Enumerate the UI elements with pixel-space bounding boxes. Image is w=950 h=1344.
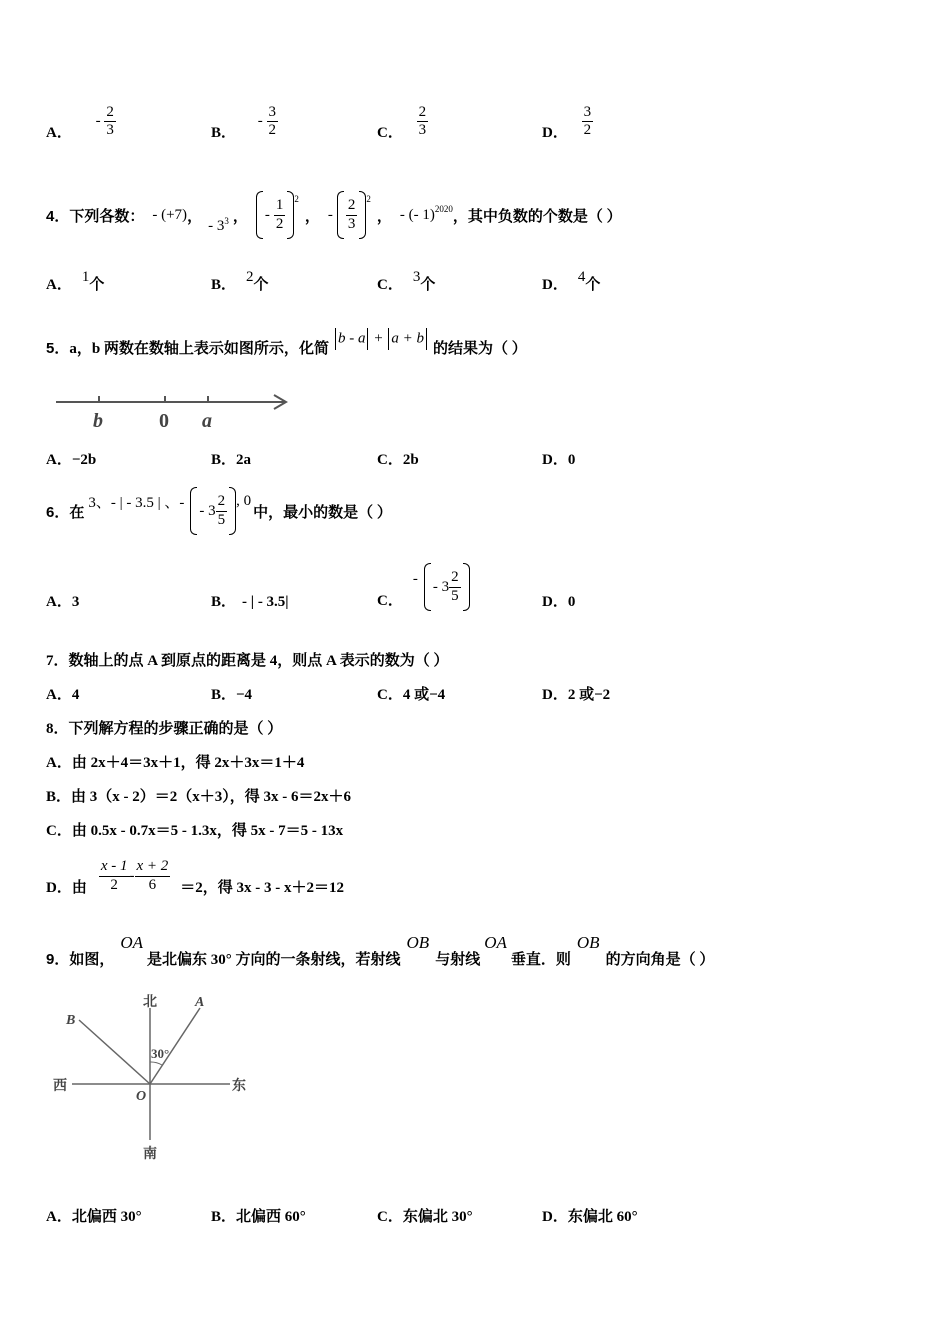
q5-axis-label-0: 0 (159, 410, 169, 432)
q4-stem (46, 190, 622, 240)
q8-option-d-tail: ＝2，得 3x - 3 - x＋2＝12 (180, 879, 345, 896)
q3-option-d[interactable] (542, 104, 593, 140)
q9-north-label: 北 (143, 994, 157, 1010)
q5-option-b-text: 2a (236, 452, 252, 468)
q6-paren-right (229, 487, 236, 535)
q5-option-a[interactable] (46, 448, 96, 469)
q9-mid3: 垂直．则 (510, 952, 571, 968)
q4-option-a[interactable] (46, 269, 105, 294)
q4-item4-fraction (346, 197, 358, 233)
q9-south-label: 南 (143, 1146, 157, 1162)
q5-lead: a，b 两数在数轴上表示如图所示，化简 (69, 340, 329, 357)
q8-option-d-denominator1: 2 (110, 876, 118, 893)
q4-option-a-unit: 个 (89, 277, 105, 293)
q6-number: 6． (46, 503, 70, 521)
q4-item5: - (- 1) (399, 206, 435, 223)
q4-item3-exp: 2 (294, 194, 299, 204)
q8-option-d-minus: - (129, 867, 135, 884)
q3-option-c-numerator: 2 (417, 104, 429, 122)
q9-ray-oa: OA (120, 933, 144, 952)
q3-option-b-denominator: 2 (268, 122, 277, 139)
q5-stem (46, 330, 527, 364)
q4-option-b-label: B． (211, 277, 237, 293)
q4-option-c-label: C． (377, 277, 403, 293)
q9-tail: 的方向角是（ ） (605, 952, 715, 968)
q4-item5-exp: 2020 (434, 204, 453, 214)
q5-option-b[interactable] (211, 448, 251, 469)
q6-option-a-label: A． (46, 594, 72, 610)
q5-tail: 的结果为（ ） (433, 340, 527, 357)
q3-option-c-label: C． (377, 125, 403, 142)
q9-compass-diagram (50, 990, 260, 1162)
q4-option-d-label: D． (542, 277, 568, 293)
q3-option-b-label: B． (211, 125, 237, 142)
q8-option-d-label: D．由 (46, 879, 87, 896)
q9-west-label: 西 (53, 1078, 67, 1094)
q6-option-a[interactable] (46, 590, 79, 611)
q4-number: 4． (46, 207, 70, 225)
q6-option-d-label: D． (542, 594, 568, 610)
q3-option-d-numerator: 3 (582, 104, 594, 122)
q9-option-c[interactable]: C．东偏北 30° (377, 1209, 473, 1225)
q3-option-a[interactable] (46, 104, 116, 140)
q6-option-d-text: 0 (567, 594, 576, 610)
q9-mid1: 是北偏东 30° 方向的一条射线，若射线 (147, 952, 401, 968)
q9-option-a[interactable]: A．北偏西 30° (46, 1209, 142, 1225)
q4-option-d-unit: 个 (585, 277, 601, 293)
q6-tail: 中，最小的数是（ ） (253, 504, 392, 521)
q4-item3-fraction (274, 197, 286, 233)
q4-item4-sign: - (327, 206, 333, 223)
q6-option-a-text: 3 (71, 594, 80, 610)
q4-sep3: ， (304, 208, 320, 225)
q3-option-b[interactable] (211, 104, 278, 140)
q5-number-line (52, 385, 297, 435)
q5-option-d[interactable] (542, 448, 575, 469)
q8-option-d-numerator2: x + 2 (135, 858, 171, 876)
q6-inner: - 3 (199, 502, 216, 519)
q3-option-d-label: D． (542, 125, 568, 142)
q6-stem (46, 483, 392, 539)
q4-option-c-value: 3 (412, 269, 421, 285)
q3-option-d-fraction (582, 104, 594, 140)
q4-item3-sign: - (264, 206, 270, 223)
q6-paren-left (190, 487, 197, 535)
q8-option-a[interactable]: A．由 2x＋4＝3x＋1，得 2x＋3x＝1＋4 (46, 755, 305, 771)
q6-option-b-label: B． (211, 594, 237, 610)
q8-option-b[interactable]: B．由 3（x - 2）＝2（x＋3），得 3x - 6＝2x＋6 (46, 789, 351, 805)
q6-option-c-inner: - 3 (432, 578, 450, 595)
q8-option-d-numerator1: x - 1 (99, 858, 130, 876)
q8-option-c[interactable]: C．由 0.5x - 0.7x＝5 - 1.3x，得 5x - 7＝5 - 13x (46, 823, 344, 839)
q5-expr2: a + b (391, 330, 425, 347)
q7-stem: 7．数轴上的点 A 到原点的距离是 4，则点 A 表示的数为（ ） (46, 653, 449, 669)
q4-sep1: ， (187, 208, 203, 225)
q4-option-d[interactable] (542, 269, 601, 294)
q9-ray-oa-2: OA (484, 933, 507, 952)
q5-option-c-text: 2b (402, 452, 419, 468)
q5-option-c-label: C． (377, 452, 403, 468)
q3-option-a-denominator: 3 (106, 122, 114, 139)
q4-option-b-value: 2 (246, 269, 254, 285)
q4-item3-paren-right (287, 191, 294, 239)
q4-item3-numerator: 1 (274, 197, 286, 215)
q4-item4-paren-right (359, 191, 366, 239)
q6-denominator: 5 (217, 511, 226, 528)
q4-item3-denominator: 2 (275, 215, 284, 232)
q5-abs-bar (335, 328, 336, 350)
q3-option-d-denominator: 2 (583, 122, 592, 139)
q6-option-c[interactable] (377, 563, 470, 611)
q5-option-a-label: A． (46, 452, 72, 468)
q9-ray-ob-line (79, 1020, 150, 1084)
q8-stem: 8．下列解方程的步骤正确的是（ ） (46, 721, 283, 737)
q4-option-b[interactable] (211, 269, 269, 294)
q4-item4-numerator: 2 (346, 197, 358, 215)
q8-option-d[interactable] (46, 852, 344, 900)
q9-option-d[interactable]: D．东偏北 60° (542, 1209, 638, 1225)
q3-option-a-fraction (104, 104, 116, 140)
q5-expression (333, 328, 429, 350)
q5-axis-label-b: b (93, 410, 103, 432)
q6-option-c-paren-right (463, 563, 470, 611)
q6-option-c-denominator: 5 (451, 587, 459, 604)
q4-item4-exp: 2 (366, 194, 371, 204)
q5-option-c[interactable] (377, 448, 419, 469)
q6-option-c-fraction (449, 569, 461, 605)
q8-option-d-fraction2 (135, 858, 171, 894)
q9-ray-ob-2: OB (576, 933, 600, 952)
q8-option-d-denominator2: 6 (148, 876, 157, 893)
q4-sep2: ， (232, 208, 248, 225)
q4-lead: 下列各数： (69, 208, 145, 225)
q7-option-d[interactable]: D．2 或−2 (542, 687, 611, 703)
q5-plus: + (374, 330, 383, 347)
q5-option-a-text: −2b (71, 452, 97, 468)
q5-number: 5． (46, 339, 70, 357)
q6-option-c-numerator: 2 (449, 569, 461, 587)
q3-option-b-fraction (267, 104, 279, 140)
q4-tail: ，其中负数的个数是（ ） (452, 208, 622, 225)
q9-angle-arc-icon (150, 1062, 162, 1065)
q3-option-a-label: A． (46, 125, 72, 142)
q7-option-b[interactable]: B．−4 (211, 687, 253, 703)
q3-option-c-fraction (417, 104, 429, 140)
q4-option-a-label: A． (46, 277, 72, 293)
q4-item4-paren-left (337, 191, 344, 239)
q6-numerator: 2 (216, 493, 228, 511)
q8-option-d-fraction1 (99, 858, 130, 894)
q6-list-end: , 0 (236, 492, 252, 509)
q3-option-a-sign: - (95, 113, 101, 130)
q6-option-c-sign: - (412, 570, 418, 587)
q4-item2: - 3 (208, 217, 225, 234)
q3-option-b-numerator: 3 (267, 104, 279, 122)
q9-stem (46, 935, 714, 969)
q3-option-c[interactable] (377, 104, 428, 140)
q7-option-a[interactable]: A．4 (46, 687, 80, 703)
q4-option-b-unit: 个 (253, 277, 269, 293)
q5-abs-bar (426, 328, 427, 350)
q5-option-d-text: 0 (567, 452, 576, 468)
q9-point-o-label: O (136, 1089, 147, 1104)
q5-option-d-label: D． (542, 452, 568, 468)
q9-mid2: 与射线 (435, 952, 481, 968)
q4-option-c[interactable] (377, 269, 436, 294)
q5-axis-label-a: a (202, 410, 212, 432)
q6-fraction (216, 493, 228, 529)
q9-angle-label: 30° (151, 1046, 170, 1061)
q9-point-a-label: A (195, 995, 205, 1010)
q6-option-b[interactable] (211, 590, 289, 611)
q5-abs-bar (388, 328, 389, 350)
q3-option-b-sign: - (257, 113, 263, 130)
q4-option-a-value: 1 (81, 269, 90, 285)
q9-option-b[interactable]: B．北偏西 60° (211, 1209, 306, 1225)
q6-option-c-label: C． (377, 592, 403, 609)
q9-number: 9．如图， (46, 951, 115, 968)
q4-item2-exp: 3 (224, 215, 229, 226)
q5-abs-bar (367, 328, 368, 350)
q5-option-b-label: B． (211, 452, 237, 468)
q7-option-c[interactable]: C．4 或−4 (377, 687, 446, 703)
q6-list-start: 3、- | - 3.5 | 、- (88, 494, 185, 511)
q6-option-d[interactable] (542, 590, 575, 611)
q4-item3-paren-left (256, 191, 263, 239)
q3-option-a-numerator: 2 (104, 104, 116, 122)
q4-item2-group (208, 216, 229, 235)
q5-expr1: b - a (337, 330, 366, 347)
q9-east-label: 东 (232, 1078, 246, 1094)
q4-item4-denominator: 3 (347, 215, 356, 232)
q6-option-b-text: - | - 3.5| (242, 594, 289, 610)
q6-option-c-paren-left (424, 563, 431, 611)
q4-item1: - (+7) (152, 206, 188, 223)
q9-point-b-label: B (66, 1013, 76, 1028)
q4-option-d-value: 4 (577, 269, 586, 285)
q6-lead: 在 (69, 504, 85, 521)
q4-sep4: ， (376, 208, 392, 225)
q9-ray-ob: OB (406, 933, 430, 952)
q3-option-c-denominator: 3 (418, 122, 427, 139)
q4-option-c-unit: 个 (420, 277, 436, 293)
